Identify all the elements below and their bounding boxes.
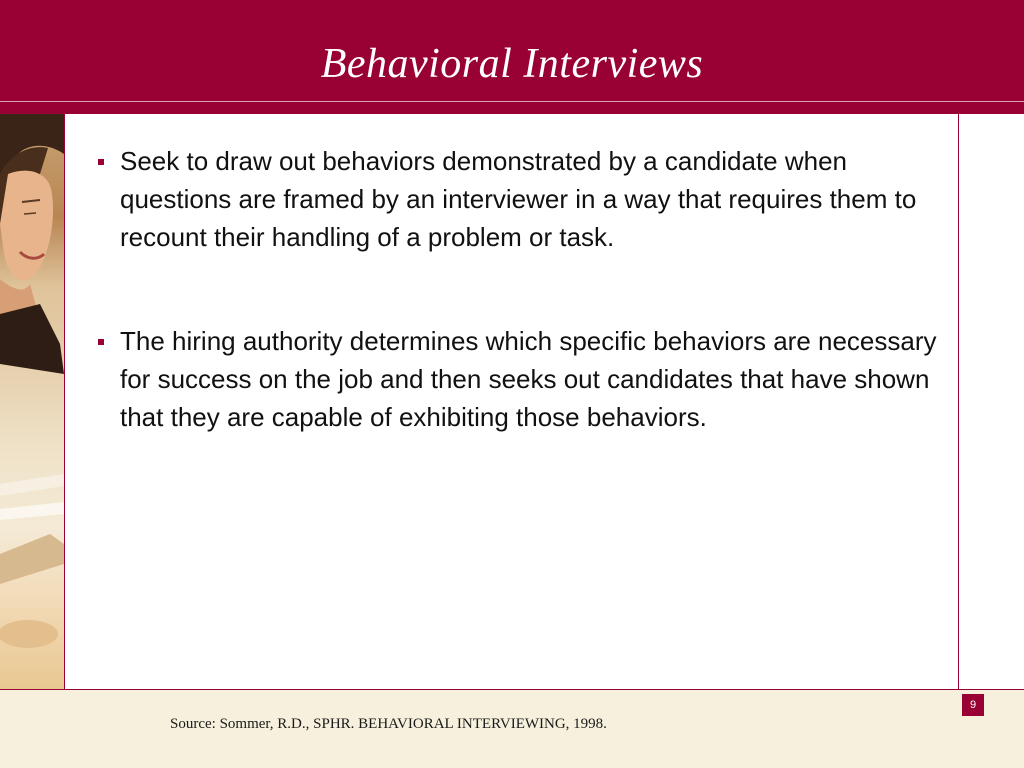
woman-portrait-image: [0, 114, 64, 689]
bullet-text: The hiring authority determines which specific behaviors are necessary for success on the job and then seeks out candidates that have shown that they are capable of exhibiting those behaviors.: [120, 326, 937, 432]
left-divider: [64, 114, 65, 768]
source-citation: Source: Sommer, R.D., SPHR. BEHAVIORAL INTERVIEWING, 1998.: [170, 716, 607, 732]
bullet-item: [96, 142, 954, 256]
bullet-list: [96, 142, 954, 436]
footer-rule: [0, 689, 1024, 690]
bullet-text: Seek to draw out behaviors demonstrated by a candidate when questions are framed by an interviewer in a way that requires them to recount their handling of a problem or task.: [120, 146, 917, 252]
title-bar-rule: [0, 101, 1024, 102]
right-divider: [958, 114, 959, 768]
decorative-photo-strip: [0, 114, 64, 689]
slide-title: Behavioral Interviews: [320, 41, 704, 87]
square-bullet-icon: [98, 159, 104, 165]
bullet-item: [96, 322, 954, 436]
square-bullet-icon: [98, 339, 104, 345]
page-number: 9: [962, 694, 984, 716]
